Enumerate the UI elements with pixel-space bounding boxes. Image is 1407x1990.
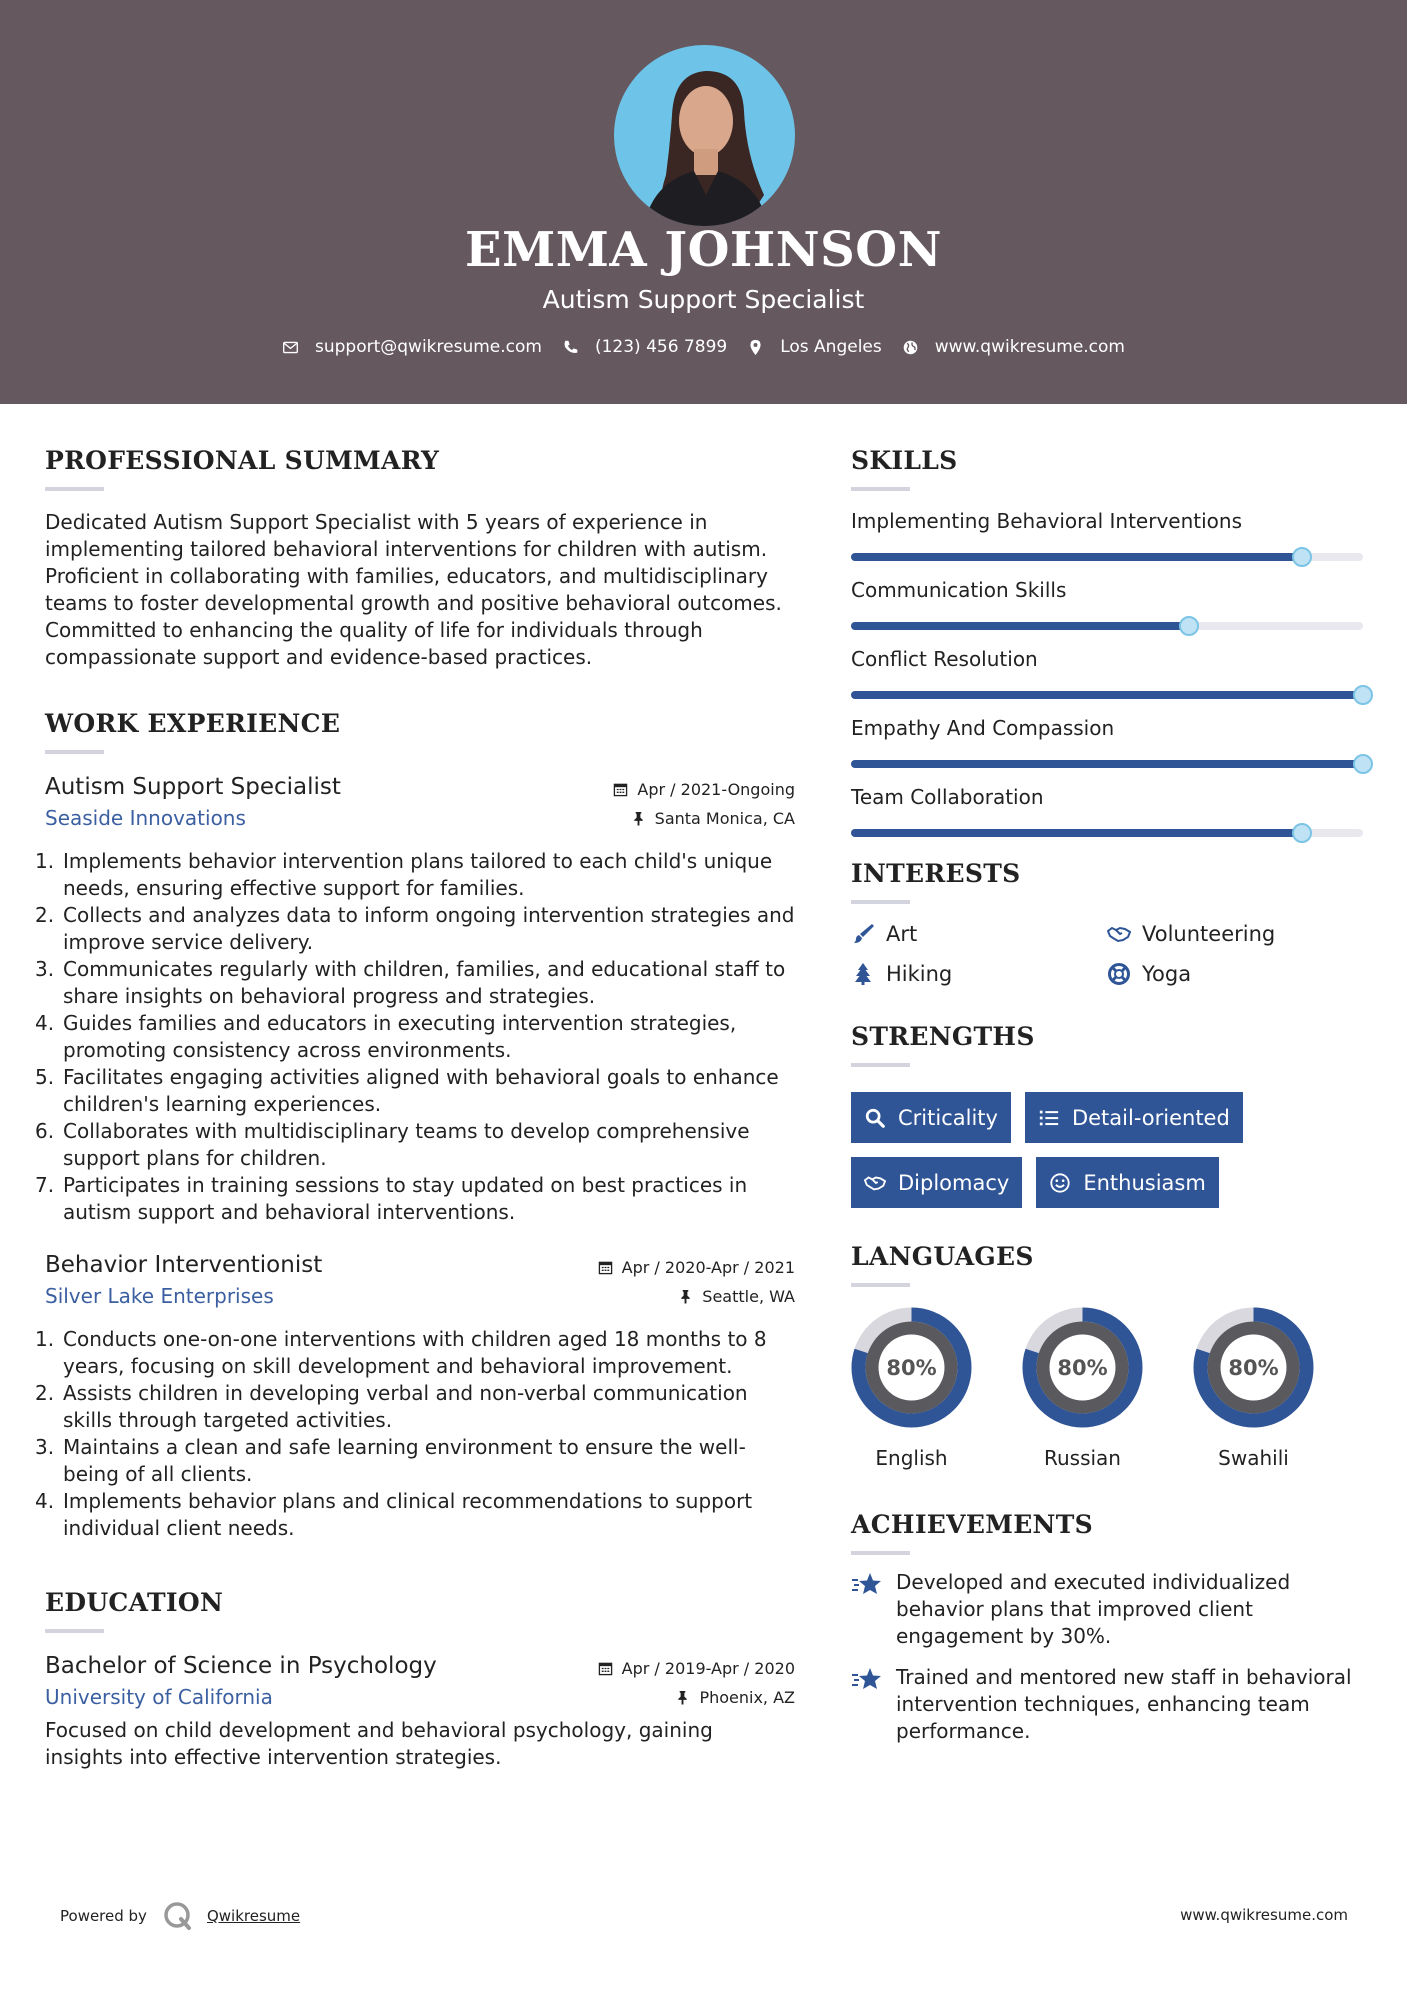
qwikresume-logo-icon [162,1900,194,1932]
list-item: 2. Collects and analyzes data to inform ongoing intervention strategies and improve service delivery. [35,903,795,954]
strength-badge: Criticality [851,1092,1011,1143]
skill-item [851,716,1366,768]
svg-text:80%: 80% [886,1356,937,1380]
list-item: 7. Participates in training sessions to stay updated on best practices in autism support and behavioral interventions. [35,1173,748,1224]
job-location [678,1287,795,1306]
languages-section [851,1242,1366,1470]
profile-photo [614,45,795,226]
interest-item: Hiking [851,962,1107,986]
experience-section [35,709,795,1542]
job-location-text: Seattle, WA [702,1286,795,1306]
job-entry [35,774,795,1226]
language-gauge [1022,1307,1143,1428]
handshake-icon [864,1172,886,1194]
list-item: 6. Collaborates with multidisciplinary teams to develop comprehensive support plans for children. [35,1119,750,1170]
skill-label: Communication Skills [851,578,1067,602]
interests-heading: INTERESTS [851,859,1021,888]
education-heading: EDUCATION [45,1588,224,1617]
contact-email[interactable] [282,337,542,357]
contact-website[interactable] [902,337,1125,357]
candidate-name: EMMA JOHNSON [465,222,942,278]
calendar-icon [598,1260,613,1275]
education-date-text: Apr / 2019-Apr / 2020 [621,1659,795,1678]
contact-bar [0,337,1407,357]
svg-text:80%: 80% [1228,1356,1279,1380]
person-silhouette-icon [614,45,795,226]
calendar-icon [613,782,628,797]
skill-bar-fill [851,829,1302,837]
interests-section [851,859,1366,986]
interest-item: Yoga [1107,962,1363,986]
experience-heading: WORK EXPERIENCE [45,709,341,738]
skill-label: Implementing Behavioral Interventions [851,509,1242,533]
skill-bar-fill [851,760,1363,768]
languages-heading: LANGUAGES [851,1242,1034,1271]
education-description: Focused on child development and behavioral psychology, gaining insights into effective intervention strategies. [45,1718,713,1769]
education-section [45,1588,795,1771]
language-item [1022,1307,1193,1470]
list-item: 1. Conducts one-on-one interventions with children aged 18 months to 8 years, focusing on skill development and behavioral improvement. [35,1327,767,1378]
skill-bar-knob [1353,685,1373,705]
left-column [35,446,795,1771]
list-item: 4. Implements behavior plans and clinical recommendations to support individual client needs. [35,1489,753,1540]
job-title: Behavior Interventionist [45,1252,323,1278]
job-location-text: Santa Monica, CA [654,808,795,828]
strength-badge: Diplomacy [851,1157,1022,1208]
footer-powered-by [60,1900,300,1932]
skill-bar-fill [851,622,1189,630]
strength-badge: Enthusiasm [1036,1157,1218,1208]
job-entry [35,1252,795,1542]
language-label: Swahili [1218,1446,1289,1470]
skill-bar-knob [1179,616,1199,636]
contact-phone-text: (123) 456 7899 [594,337,728,357]
achievements-heading: ACHIEVEMENTS [851,1510,1093,1539]
contact-website-text: www.qwikresume.com [934,337,1125,357]
map-marker-icon [747,339,764,356]
interest-item: Volunteering [1107,922,1363,946]
language-gauge [851,1307,972,1428]
powered-by-text: Powered by [60,1907,147,1925]
skill-label: Conflict Resolution [851,647,1038,671]
svg-text:80%: 80% [1057,1356,1108,1380]
pushpin-icon [678,1289,693,1304]
language-gauge [1193,1307,1314,1428]
skill-bar [851,691,1363,699]
job-title: Autism Support Specialist [45,774,341,800]
list-item: 3. Maintains a clean and safe learning environment to ensure the well-being of all clients. [35,1435,746,1486]
skill-item [851,647,1366,699]
job-duties [35,1326,795,1542]
skill-bar [851,829,1363,837]
skill-bar [851,760,1363,768]
strengths-section [851,1022,1366,1208]
candidate-title: Autism Support Specialist [542,285,865,314]
list-icon [1038,1107,1060,1129]
section-divider [851,1551,910,1555]
job-company: Seaside Innovations [45,806,246,830]
language-label: English [875,1446,948,1470]
list-item: 1. Implements behavior intervention plans tailored to each child's unique needs, ensuring effective support for families. [35,849,773,900]
skill-label: Empathy And Compassion [851,716,1115,740]
section-divider [45,750,104,754]
qwikresume-link[interactable]: Qwikresume [206,1907,301,1925]
contact-phone[interactable] [562,337,727,357]
skills-section [851,446,1366,837]
contact-location [747,337,882,357]
skill-bar-knob [1353,754,1373,774]
section-divider [45,1629,104,1633]
summary-section [45,446,795,671]
pushpin-icon [675,1690,690,1705]
section-divider [851,487,910,491]
language-item [1193,1307,1364,1470]
search-icon [864,1107,886,1129]
section-divider [45,487,104,491]
summary-heading: PROFESSIONAL SUMMARY [45,446,440,475]
skills-list [851,509,1366,837]
education-entry [45,1653,795,1771]
handshake-icon [1107,922,1131,946]
phone-icon [562,339,579,356]
skill-item [851,785,1366,837]
skill-bar [851,622,1363,630]
job-company: Silver Lake Enterprises [45,1284,274,1308]
shooting-star-icon [851,1666,883,1694]
right-column [851,446,1366,1745]
achievements-section [851,1510,1366,1745]
smile-icon [1049,1172,1071,1194]
skill-item [851,509,1366,561]
strength-badge: Detail-oriented [1025,1092,1243,1143]
education-date [598,1659,795,1678]
job-date [613,780,795,799]
list-item: 3. Communicates regularly with children, families, and educational staff to share insights on behavioral progress and strategies. [35,957,786,1008]
job-date [598,1258,795,1277]
school-name: University of California [45,1685,273,1709]
summary-text: Dedicated Autism Support Specialist with 5 years of experience in implementing tailored behavioral interventions for children with autism. Proficient in collaborating with families, educators, and multidisciplinary teams to foster developmental growth and positive behavioral outcomes. Committed to enhancing the quality of life for individuals through compassionate support and evidence-based practices. [45,510,782,669]
job-date-text: Apr / 2020-Apr / 2021 [621,1258,795,1277]
education-location [675,1688,795,1707]
skills-heading: SKILLS [851,446,958,475]
tree-icon [851,962,875,986]
envelope-icon [282,339,299,356]
skill-bar [851,553,1363,561]
calendar-icon [598,1661,613,1676]
skill-item [851,578,1366,630]
achievement-item: Trained and mentored new staff in behavioral intervention techniques, enhancing team performance. [851,1664,1366,1745]
job-duties [35,848,795,1226]
list-item: 5. Facilitates engaging activities aligned with behavioral goals to enhance children's learning experiences. [35,1065,779,1116]
paintbrush-icon [851,922,875,946]
job-location [631,809,795,828]
job-date-text: Apr / 2021-Ongoing [637,780,795,799]
education-location-text: Phoenix, AZ [699,1687,795,1707]
skill-bar-fill [851,553,1302,561]
list-item: 2. Assists children in developing verbal and non-verbal communication skills through targeted activities. [35,1381,748,1432]
resume-header [0,0,1407,404]
globe-icon [902,339,919,356]
list-item: 4. Guides families and educators in executing intervention strategies, promoting consistency across environments. [35,1011,737,1062]
footer-website[interactable]: www.qwikresume.com [1180,1906,1348,1924]
pushpin-icon [631,811,646,826]
skill-bar-knob [1292,823,1312,843]
skill-bar-fill [851,691,1363,699]
strengths-heading: STRENGTHS [851,1022,1035,1051]
language-label: Russian [1043,1446,1121,1470]
life-ring-icon [1107,962,1131,986]
shooting-star-icon [851,1571,883,1599]
section-divider [851,1063,910,1067]
skill-bar-knob [1292,547,1312,567]
contact-location-text: Los Angeles [780,337,882,357]
degree-title: Bachelor of Science in Psychology [45,1653,437,1679]
skill-label: Team Collaboration [851,785,1044,809]
section-divider [851,900,910,904]
interest-item: Art [851,922,1107,946]
section-divider [851,1283,910,1287]
contact-email-text: support@qwikresume.com [315,337,542,357]
achievement-item: Developed and executed individualized behavior plans that improved client engagement by 30%. [851,1569,1366,1650]
language-item [851,1307,1022,1470]
